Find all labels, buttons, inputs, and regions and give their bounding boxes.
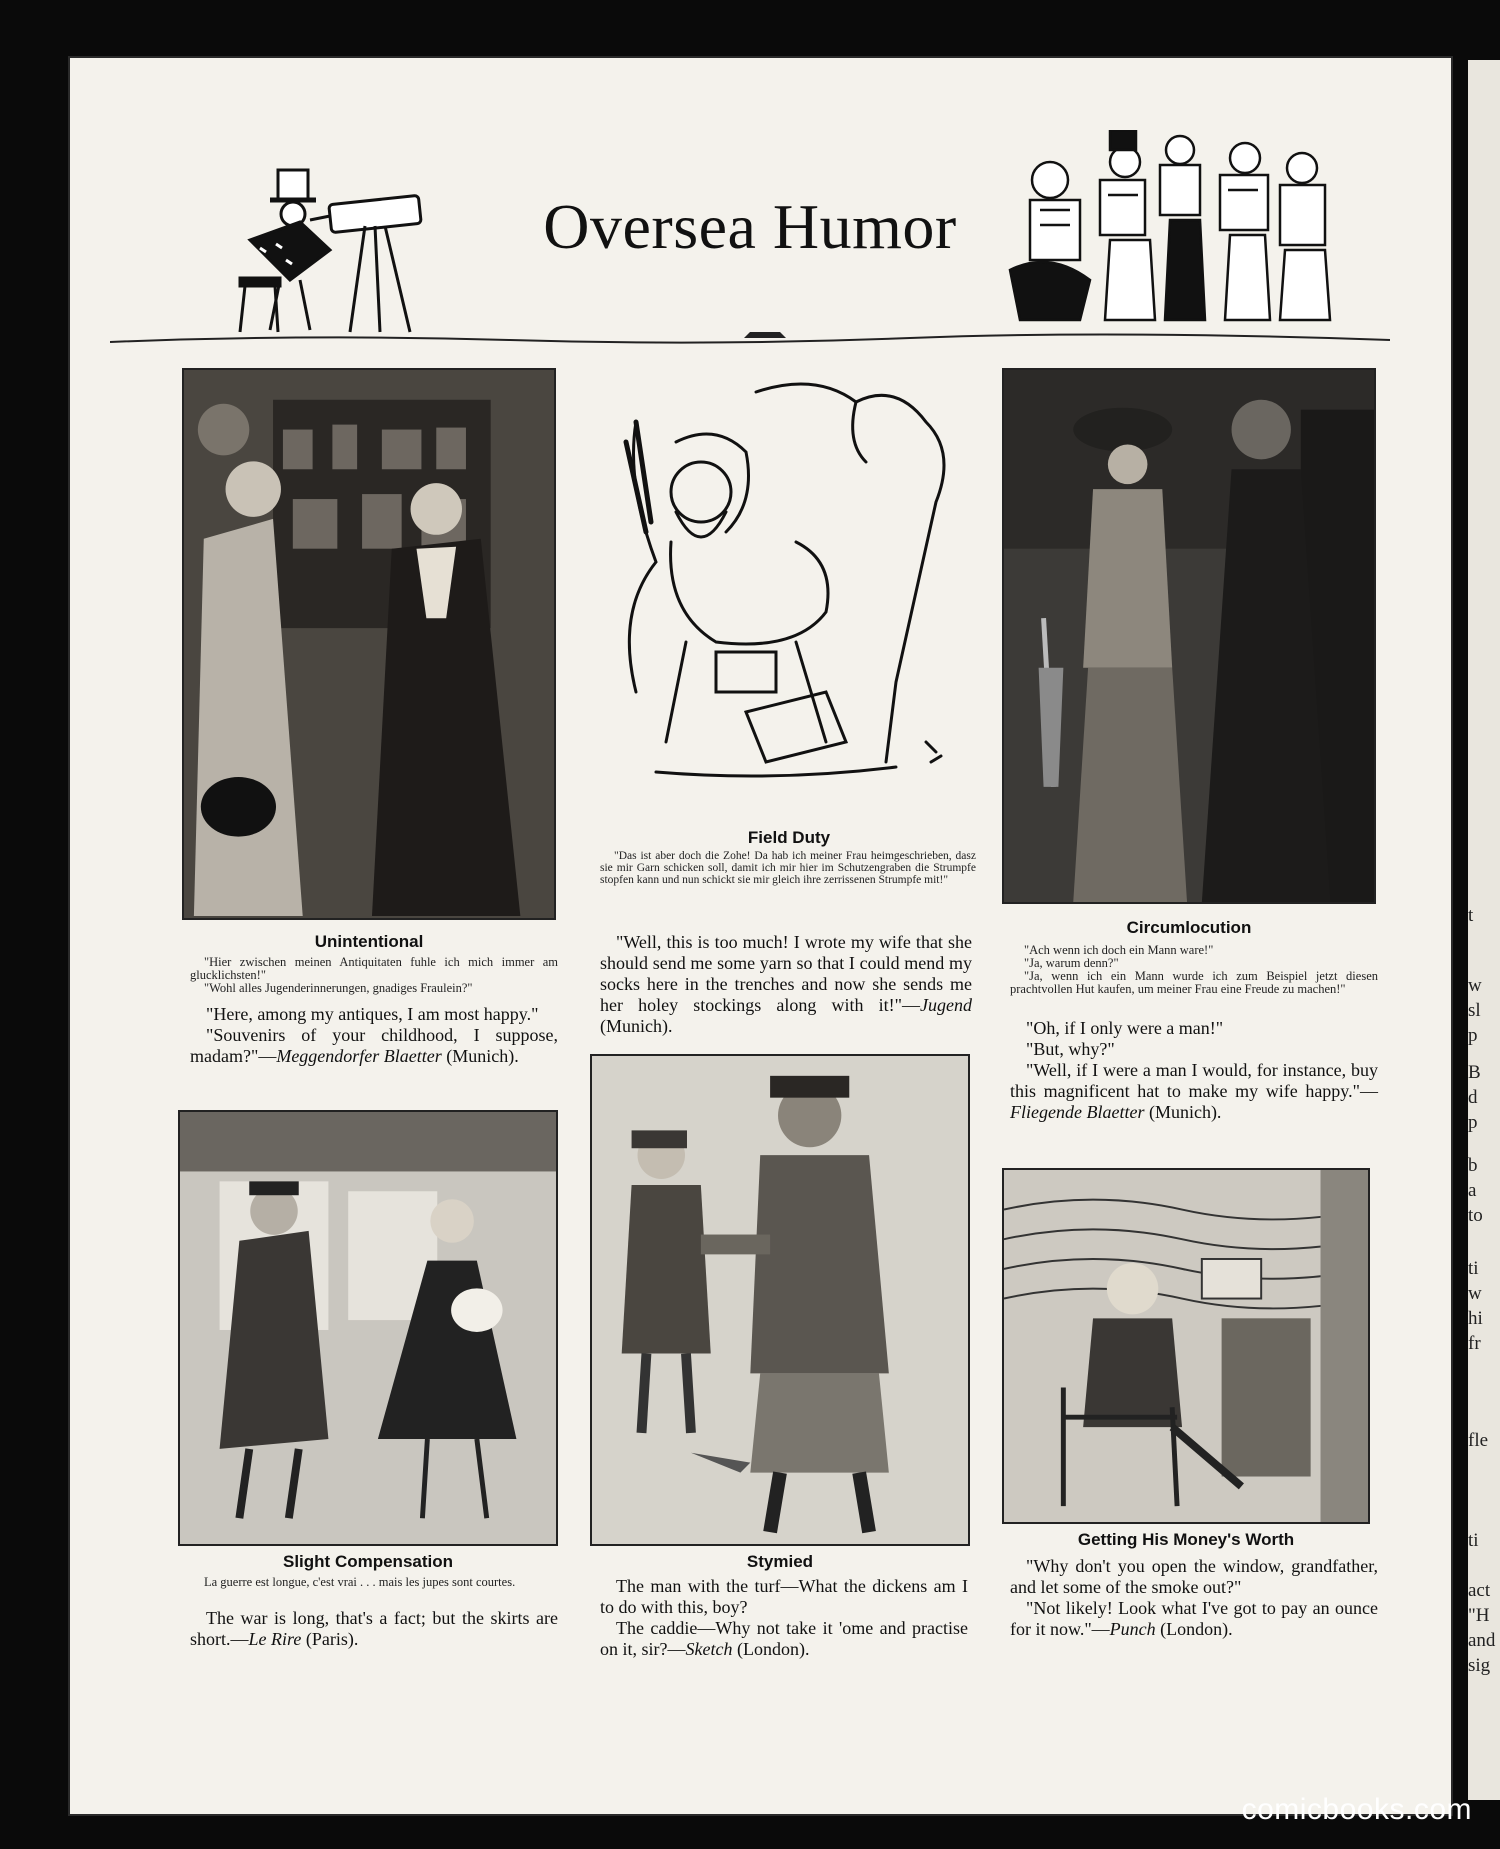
- cartoon-slight-compensation-image: [178, 1110, 558, 1546]
- translation-line: "Well, if I were a man I would, for instance, buy this magnificent hat to make my wife happy."—Fliegende Blaetter (Munich).: [1010, 1060, 1378, 1122]
- source-publication: Jugend: [920, 995, 972, 1015]
- cartoon-field-duty-image: [596, 362, 982, 802]
- edge-text: "H: [1468, 1605, 1490, 1626]
- original-line: "Ach wenn ich doch ein Mann ware!": [1024, 943, 1214, 957]
- cartoon-stymied-translation: [600, 1576, 968, 1660]
- edge-text: hi: [1468, 1308, 1483, 1329]
- translation-line: "Oh, if I only were a man!": [1026, 1018, 1224, 1038]
- translation-line: "But, why?": [1026, 1039, 1115, 1059]
- translation-line: "Not likely! Look what I've got to pay an ounce for it now."—Punch (London).: [1010, 1598, 1378, 1639]
- newspaper-readers-crowd-illustration: [990, 130, 1350, 340]
- edge-text: w: [1468, 975, 1482, 996]
- translation-line: "Souvenirs of your childhood, I suppose, madam?"—Meggendorfer Blaetter (Munich).: [190, 1025, 558, 1066]
- cartoon-slight-compensation-title: Slight Compensation: [283, 1552, 453, 1571]
- source-city: (London).: [736, 1639, 810, 1659]
- original-line: "Ja, warum denn?": [1024, 956, 1119, 970]
- cartoon-unintentional-original-text: [190, 956, 558, 995]
- original-line: "Ja, wenn ich ein Mann wurde ich zum Beispiel jetzt diesen prachtvollen Hut kaufen, um meiner Frau eine Freude zu machen!": [1010, 969, 1378, 996]
- original-line: La guerre est longue, c'est vrai . . . mais les jupes sont courtes.: [204, 1575, 516, 1589]
- translation-line: The war is long, that's a fact; but the skirts are short.—Le Rire (Paris).: [190, 1608, 558, 1649]
- edge-text: d: [1468, 1087, 1478, 1108]
- cartoon-slight-compensation-translation: [190, 1608, 558, 1650]
- edge-text: fr: [1468, 1333, 1481, 1354]
- translation-line: "Here, among my antiques, I am most happy.": [206, 1004, 539, 1024]
- source-publication: Le Rire: [248, 1629, 302, 1649]
- edge-text: and: [1468, 1630, 1496, 1651]
- cartoon-unintentional-image: [182, 368, 556, 920]
- edge-text: sl: [1468, 1000, 1481, 1021]
- cartoon-unintentional-translation: [190, 1004, 558, 1067]
- original-line: "Wohl alles Jugenderinnerungen, gnadiges Fraulein?": [204, 981, 473, 995]
- cartoon-circumlocution-original-text: [1010, 944, 1378, 996]
- source-city: (Munich).: [600, 1016, 673, 1036]
- source-city: (Munich).: [1148, 1102, 1222, 1122]
- cartoon-field-duty-original-text: [600, 850, 976, 886]
- original-line: "Hier zwischen meinen Antiquitaten fuhle ich mich immer am glucklichsten!": [190, 955, 558, 982]
- source-publication: Meggendorfer Blaetter: [276, 1046, 442, 1066]
- edge-text: to: [1468, 1205, 1483, 1226]
- edge-text: p: [1468, 1025, 1478, 1046]
- cartoon-circumlocution-translation: [1010, 1018, 1378, 1123]
- cartoon-unintentional-title: Unintentional: [314, 932, 424, 951]
- translation-text: The war is long, that's a fact; but the skirts are short.: [190, 1608, 558, 1649]
- source-publication: Sketch: [685, 1639, 733, 1659]
- translation-line: The man with the turf—What the dickens am I to do with this, boy?: [600, 1576, 968, 1617]
- cartoon-slight-compensation-original-text: [190, 1576, 558, 1589]
- translation-text: "Not likely! Look what I've got to pay an ounce for it now.": [1010, 1598, 1378, 1639]
- uncle-sam-telescope-illustration: [190, 160, 450, 340]
- edge-text: t: [1468, 905, 1474, 926]
- translation-text: "Well, if I were a man I would, for instance, buy this magnificent hat to make my wife happy.": [1010, 1060, 1378, 1101]
- source-city: (Munich).: [446, 1046, 519, 1066]
- edge-text: fle: [1468, 1430, 1489, 1451]
- cartoon-field-duty-translation: [600, 932, 972, 1037]
- original-line: "Das ist aber doch die Zohe! Da hab ich meiner Frau heimgeschrieben, dasz sie mir Garn schicken soll, damit ich mir hier im Schutzengraben die Strumpfe stopfen kann und nun schickt sie mir gleich ihre zerrissenen Strumpfe mit!": [600, 850, 976, 886]
- edge-text: a: [1468, 1180, 1477, 1201]
- page-title: Oversea Humor: [543, 191, 957, 262]
- edge-text: B: [1468, 1062, 1481, 1083]
- cartoon-getting-his-moneys-worth-title: Getting His Money's Worth: [1077, 1530, 1295, 1549]
- translation-text: "Well, this is too much! I wrote my wife that she should send me some yarn so that I could mend my socks here in the trenches and now she sends me her holey stockings along with it!": [600, 932, 972, 1015]
- site-watermark: comicbooks.com: [1241, 1793, 1472, 1826]
- header-ground-line: [110, 328, 1390, 348]
- cartoon-stymied-image: [590, 1054, 970, 1546]
- cartoon-field-duty-title: Field Duty: [747, 828, 831, 847]
- edge-text: ti: [1468, 1258, 1479, 1279]
- translation-text: "Souvenirs of your childhood, I suppose, madam?": [190, 1025, 558, 1066]
- edge-text: p: [1468, 1112, 1478, 1133]
- source-publication: Fliegende Blaetter: [1010, 1102, 1145, 1122]
- cartoon-circumlocution-image: [1002, 368, 1376, 904]
- translation-text: The caddie—Why not take it 'ome and practise on it, sir?: [600, 1618, 968, 1659]
- page-header: [110, 110, 1390, 350]
- edge-text: ti: [1468, 1530, 1479, 1551]
- source-city: (Paris).: [305, 1629, 359, 1649]
- translation-line: The caddie—Why not take it 'ome and practise on it, sir?—Sketch (London).: [600, 1618, 968, 1659]
- cartoon-circumlocution-title: Circumlocution: [1126, 918, 1252, 937]
- source-city: (London).: [1160, 1619, 1233, 1639]
- translation-line: "Why don't you open the window, grandfather, and let some of the smoke out?": [1010, 1556, 1378, 1597]
- edge-text: w: [1468, 1283, 1482, 1304]
- cartoon-getting-his-moneys-worth-image: [1002, 1168, 1370, 1524]
- translation-line: "Well, this is too much! I wrote my wife that she should send me some yarn so that I could mend my socks here in the trenches and now she sends me her holey stockings along with it!"—Jugend (Munich).: [600, 932, 972, 1036]
- edge-text: act: [1468, 1580, 1491, 1601]
- cartoon-getting-his-moneys-worth-translation: [1010, 1556, 1378, 1640]
- edge-text: sig: [1468, 1655, 1491, 1676]
- cartoon-stymied-title: Stymied: [746, 1552, 814, 1571]
- source-publication: Punch: [1109, 1619, 1156, 1639]
- edge-text: b: [1468, 1155, 1478, 1176]
